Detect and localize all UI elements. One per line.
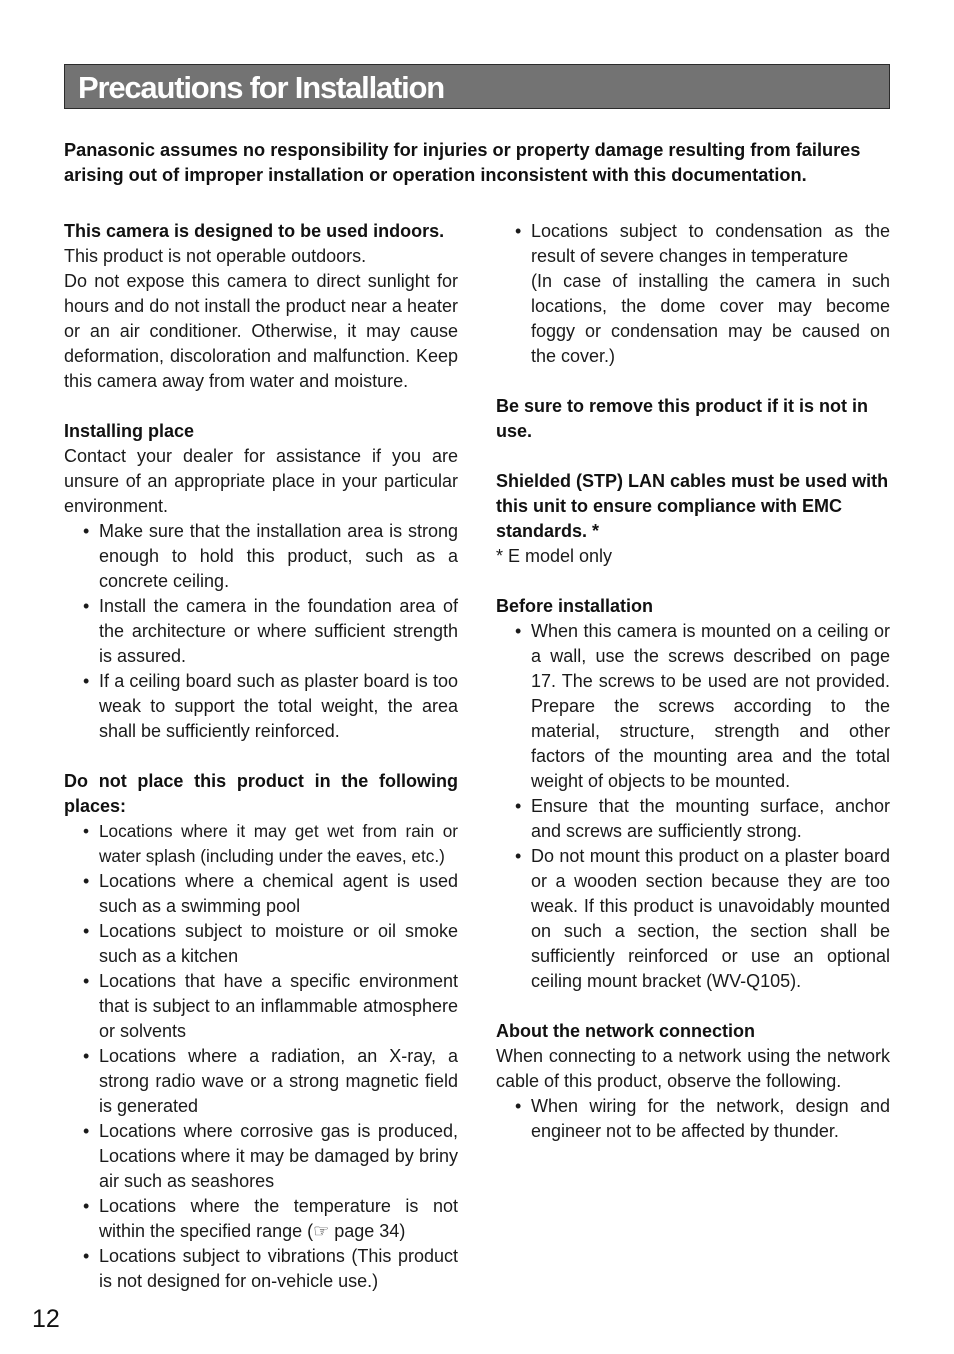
list-item: • Locations where a radiation, an X-ray, a strong radio wave or a strong magnetic field is generated — [64, 1044, 458, 1119]
do-not-place-heading: Do not place this product in the following places: — [64, 771, 458, 816]
list-item: • When wiring for the network, design and engineer not to be affected by thunder. — [496, 1094, 890, 1144]
title-bar — [64, 64, 890, 109]
stp-note: * E model only — [496, 546, 613, 566]
indoor-text: Do not expose this camera to direct sunlight for hours and do not install the product near a heater or an air conditioner. Otherwise, it may cause deformation, discoloration and malfunction. Keep this camera away from water and moisture. — [64, 271, 458, 391]
list-item: • Make sure that the installation area is strong enough to hold this product, such as a concrete ceiling. — [64, 519, 458, 594]
list-item: • Locations subject to moisture or oil smoke such as a kitchen — [64, 919, 458, 969]
list-item: • Locations where corrosive gas is produced, Locations where it may be damaged by briny air such as seashores — [64, 1119, 458, 1194]
before-installation-list — [496, 619, 890, 994]
list-item — [496, 219, 890, 369]
left-column — [64, 219, 458, 1294]
list-item: • If a ceiling board such as plaster board is too weak to support the total weight, the area shall be sufficiently reinforced. — [64, 669, 458, 744]
list-item: • Locations where it may get wet from rain or water splash (including under the eaves, etc.) — [64, 819, 458, 869]
indoor-heading: This camera is designed to be used indoors. — [64, 221, 445, 241]
list-item: • Locations where the temperature is not within the specified range (☞ page 34) — [64, 1194, 458, 1244]
right-column — [496, 219, 890, 1144]
page-title: Precautions for Installation — [78, 70, 445, 105]
do-not-place-list — [64, 819, 458, 1294]
list-item: • Locations where a chemical agent is used such as a swimming pool — [64, 869, 458, 919]
list-item: • Install the camera in the foundation area of the architecture or where sufficient strength is assured. — [64, 594, 458, 669]
network-list — [496, 1094, 890, 1144]
condensation-list — [496, 219, 890, 369]
before-installation-heading: Before installation — [496, 596, 654, 616]
installing-place-heading: Installing place — [64, 421, 195, 441]
list-item: • Do not mount this product on a plaster board or a wooden section because they are too weak. If this product is unavoidably mounted on such a section, the section shall be sufficiently reinforced or use an optional ceiling mount bracket (WV-Q105). — [496, 844, 890, 994]
condensation-item: Locations subject to condensation as the result of severe changes in temperature — [531, 221, 890, 266]
list-item: • When this camera is mounted on a ceiling or a wall, use the screws described on page 17. The screws to be used are not provided. Prepare the screws according to the material, structure, strength and other factors of the mounting area and the total weight of objects to be mounted. — [496, 619, 890, 794]
stp-heading: Shielded (STP) LAN cables must be used with this unit to ensure compliance with EMC standards. * — [496, 471, 889, 541]
disclaimer-text: Panasonic assumes no responsibility for injuries or property damage resulting from failures arising out of improper installation or operation inconsistent with this documentation. — [64, 140, 861, 185]
page-number: 12 — [32, 1305, 60, 1333]
list-item: • Locations that have a specific environment that is subject to an inflammable atmosphere or solvents — [64, 969, 458, 1044]
installing-place-list — [64, 519, 458, 744]
remove-heading: Be sure to remove this product if it is not in use. — [496, 396, 869, 441]
condensation-note: (In case of installing the camera in such locations, the dome cover may become foggy or condensation may be caused on the cover.) — [531, 271, 890, 366]
network-heading: About the network connection — [496, 1021, 755, 1041]
network-text: When connecting to a network using the network cable of this product, observe the following. — [496, 1046, 890, 1091]
indoor-line: This product is not operable outdoors. — [64, 246, 367, 266]
installing-place-text: Contact your dealer for assistance if you are unsure of an appropriate place in your particular environment. — [64, 446, 458, 516]
list-item: • Ensure that the mounting surface, anchor and screws are sufficiently strong. — [496, 794, 890, 844]
list-item: • Locations subject to vibrations (This product is not designed for on-vehicle use.) — [64, 1244, 458, 1294]
